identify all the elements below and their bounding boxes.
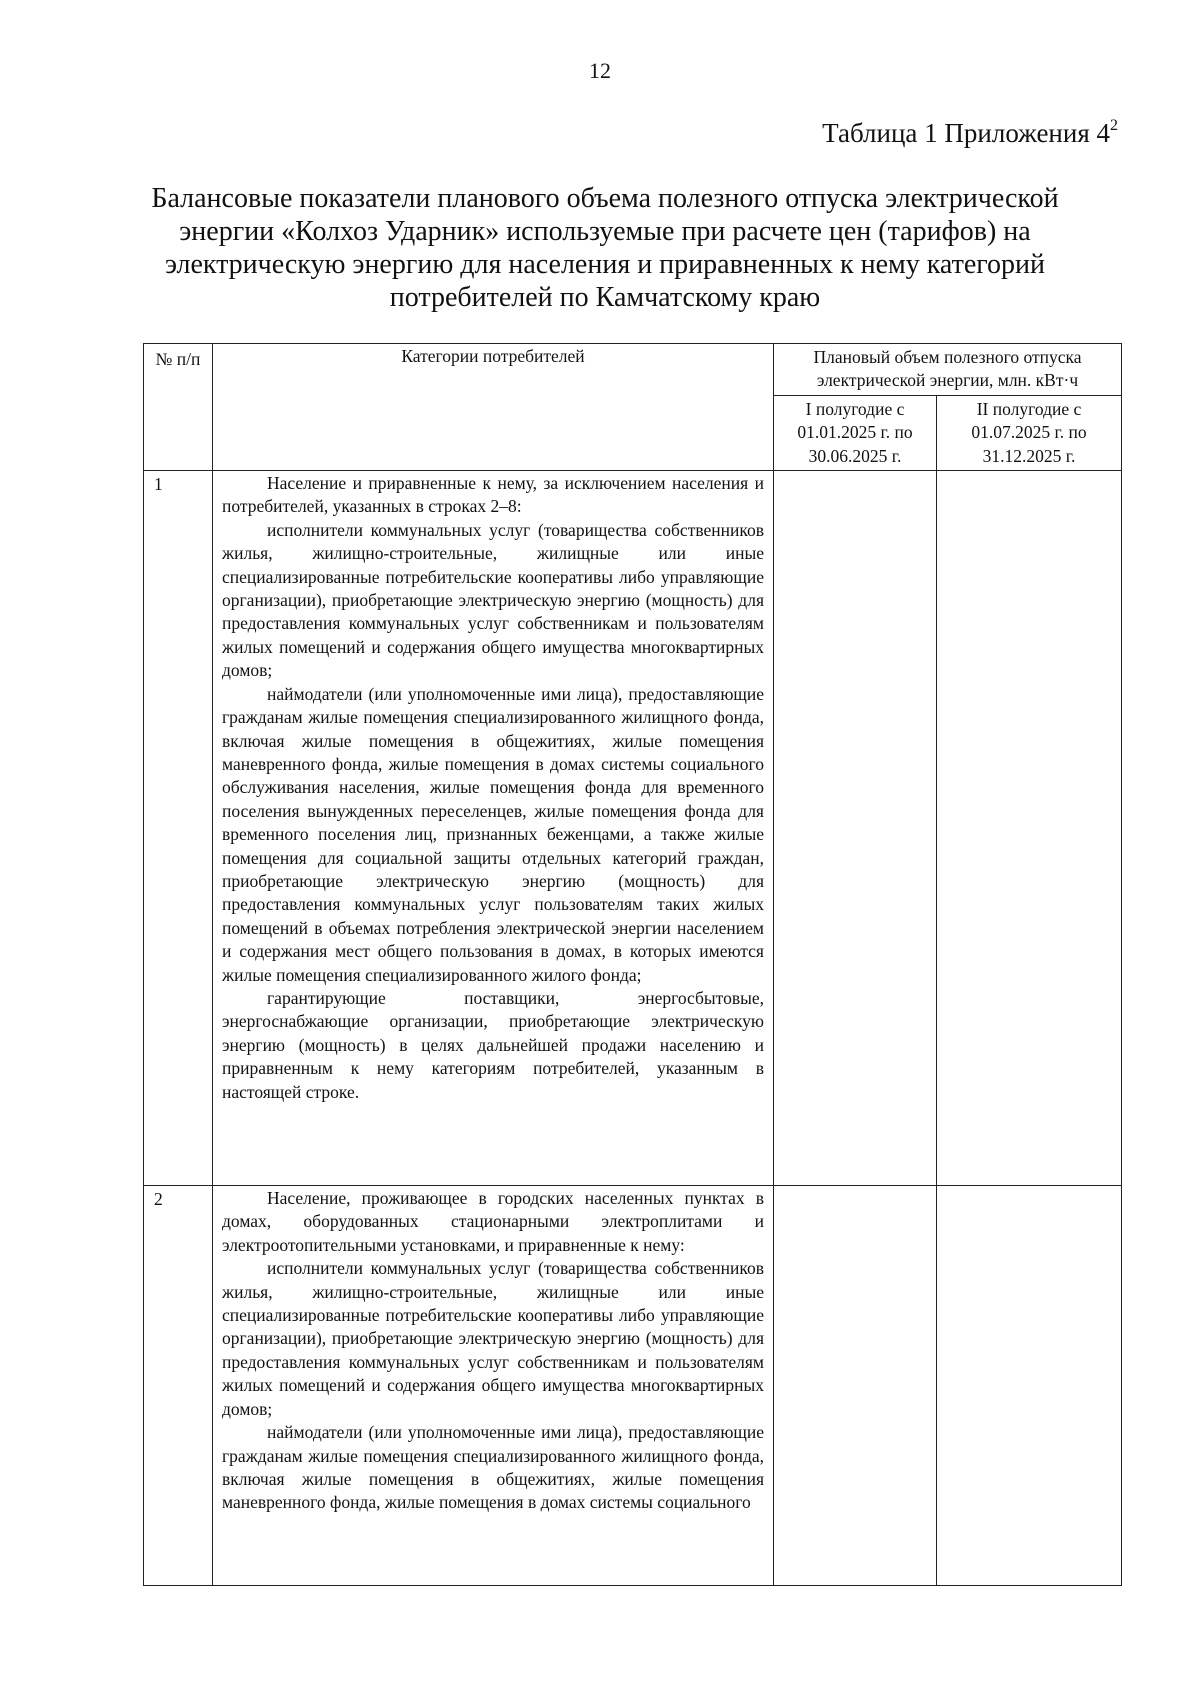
category-paragraph: наймодатели (или уполномоченные ими лица), предоставляющие гражданам жилые помещения специализированного жилищного фонда, включая жилые помещения в общежитиях, жилые помещения маневренного фонда, жилые помещения в домах системы социального: [222, 1422, 764, 1513]
category-paragraph: Население и приравненные к нему, за исключением населения и потребителей, указанных в строках 2–8:: [222, 473, 764, 517]
appendix-label-text: Таблица 1 Приложения 4: [822, 118, 1110, 148]
balance-table: [143, 343, 1122, 1586]
row-first-half-value: [774, 471, 937, 1186]
row-category: [213, 1186, 774, 1586]
row-category: [213, 471, 774, 1186]
row-first-half-value: [774, 1186, 937, 1586]
header-first-half: I полугодие с 01.01.2025 г. по 30.06.2025 г.: [774, 395, 937, 470]
page-number: 12: [589, 58, 611, 83]
row-number: 1: [144, 471, 213, 1186]
row-number: 2: [144, 1186, 213, 1586]
appendix-label-superscript: 2: [1110, 117, 1118, 134]
category-paragraph: гарантирующие поставщики, энергосбытовые, энергоснабжающие организации, приобретающие электрическую энергию (мощность) в целях дальнейшей продажи населению и приравненным к нему категориям потребителей, указанным в настоящей строке.: [222, 987, 764, 1102]
category-paragraph: исполнители коммунальных услуг (товарищества собственников жилья, жилищно-строительные, жилищные или иные специализированные потребительские кооперативы либо управляющие организации), приобретающие электрическую энергию (мощность) для предоставления коммунальных услуг собственникам и пользователям жилых помещений и содержания общего имущества многоквартирных домов;: [222, 1258, 764, 1419]
header-category: Категории потребителей: [213, 344, 774, 471]
header-number: № п/п: [144, 344, 213, 471]
row-second-half-value: [937, 1186, 1122, 1586]
appendix-label: [822, 118, 1118, 149]
row-second-half-value: [937, 471, 1122, 1186]
header-volume: Плановый объем полезного отпуска электрической энергии, млн. кВт·ч: [774, 344, 1122, 396]
document-title: Балансовые показатели планового объема полезного отпуска электрической энергии «Колхоз Ударник» используемые при расчете цен (тарифов) на электрическую энергию для населения и приравненных к нему категорий потребителей по Камчатскому краю: [151, 183, 1059, 313]
table-row: [144, 471, 1122, 1186]
table-row: [144, 1186, 1122, 1586]
category-paragraph: наймодатели (или уполномоченные ими лица), предоставляющие гражданам жилые помещения специализированного жилищного фонда, включая жилые помещения в общежитиях, жилые помещения маневренного фонда, жилые помещения в домах системы социального обслуживания населения, жилые помещения фонда для временного поселения вынужденных переселенцев, жилые помещения фонда для временного поселения лиц, признанных беженцами, а также жилые помещения для социальной защиты отдельных категорий граждан, приобретающие электрическую энергию (мощность) для предоставления коммунальных услуг пользователям таких жилых помещений в объемах потребления электрической энергии населением и содержания мест общего пользования в домах, в которых имеются жилые помещения специализированного жилого фонда;: [222, 683, 764, 985]
header-second-half: II полугодие с 01.07.2025 г. по 31.12.2025 г.: [937, 395, 1122, 470]
category-paragraph: исполнители коммунальных услуг (товарищества собственников жилья, жилищно-строительные, жилищные или иные специализированные потребительские кооперативы либо управляющие организации), приобретающие электрическую энергию (мощность) для предоставления коммунальных услуг собственникам и пользователям жилых помещений и содержания общего имущества многоквартирных домов;: [222, 519, 764, 681]
category-paragraph: Население, проживающее в городских населенных пунктах в домах, оборудованных стационарными электроплитами и электроотопительными установками, и приравненные к нему:: [222, 1188, 764, 1255]
